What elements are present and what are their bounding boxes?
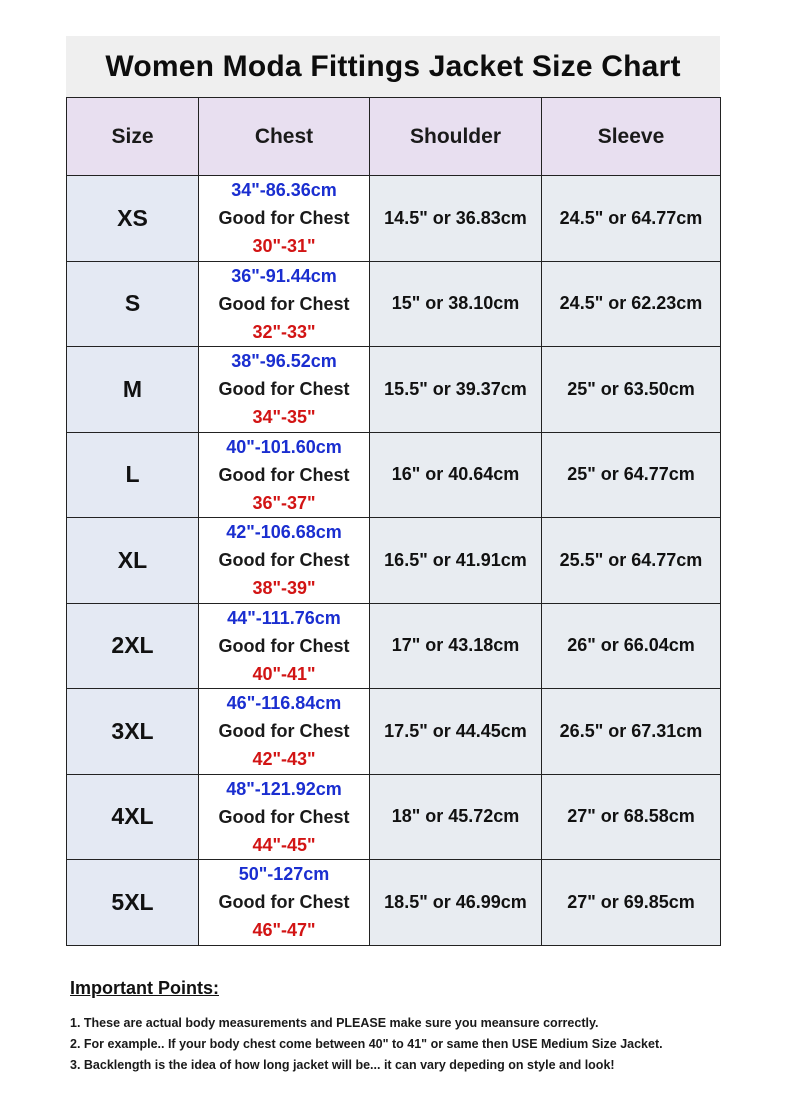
chest-good-for: Good for Chest xyxy=(218,464,350,485)
important-points xyxy=(70,978,760,1076)
chest-cell xyxy=(199,860,370,946)
chest-cell xyxy=(199,774,370,860)
chest-range: 40"-41" xyxy=(252,663,316,684)
header-size: Size xyxy=(67,98,199,176)
size-cell: M xyxy=(67,347,199,433)
sleeve-cell: 24.5" or 64.77cm xyxy=(542,176,721,262)
chest-cm: 34"-86.36cm xyxy=(231,180,337,201)
size-cell: 2XL xyxy=(67,603,199,689)
chest-cm: 38"-96.52cm xyxy=(231,351,337,372)
table-row xyxy=(67,176,721,262)
size-cell: 4XL xyxy=(67,774,199,860)
chest-cm: 42"-106.68cm xyxy=(226,522,342,543)
size-cell: L xyxy=(67,432,199,518)
chest-cell xyxy=(199,347,370,433)
note-item: 3. Backlength is the idea of how long jacket will be... it can vary depeding on style and look! xyxy=(70,1058,615,1072)
title-banner xyxy=(66,36,720,97)
header-row xyxy=(67,98,721,176)
table-row xyxy=(67,689,721,775)
chest-good-for: Good for Chest xyxy=(218,721,350,742)
chest-range: 34"-35" xyxy=(252,407,316,428)
table-row xyxy=(67,860,721,946)
notes-list xyxy=(70,1013,760,1076)
shoulder-cell: 18.5" or 46.99cm xyxy=(370,860,542,946)
sleeve-cell: 24.5" or 62.23cm xyxy=(542,261,721,347)
table-row xyxy=(67,518,721,604)
sleeve-cell: 27" or 68.58cm xyxy=(542,774,721,860)
shoulder-cell: 17.5" or 44.45cm xyxy=(370,689,542,775)
chest-good-for: Good for Chest xyxy=(218,379,350,400)
sleeve-cell: 26.5" or 67.31cm xyxy=(542,689,721,775)
chest-range: 36"-37" xyxy=(252,492,316,513)
header-chest: Chest xyxy=(199,98,370,176)
table-row xyxy=(67,347,721,433)
chest-cm: 48"-121.92cm xyxy=(226,778,342,799)
chest-good-for: Good for Chest xyxy=(218,550,350,571)
shoulder-cell: 17" or 43.18cm xyxy=(370,603,542,689)
chest-range: 32"-33" xyxy=(252,321,316,342)
shoulder-cell: 16" or 40.64cm xyxy=(370,432,542,518)
chest-cm: 44"-111.76cm xyxy=(227,607,341,628)
header-shoulder: Shoulder xyxy=(370,98,542,176)
shoulder-cell: 14.5" or 36.83cm xyxy=(370,176,542,262)
chest-cell xyxy=(199,689,370,775)
chest-cm: 40"-101.60cm xyxy=(226,436,342,457)
shoulder-cell: 18" or 45.72cm xyxy=(370,774,542,860)
sleeve-cell: 25.5" or 64.77cm xyxy=(542,518,721,604)
table-row xyxy=(67,261,721,347)
note-item: 2. For example.. If your body chest come between 40" to 41" or same then USE Medium Size Jacket. xyxy=(70,1037,663,1051)
chest-cell xyxy=(199,432,370,518)
chest-cm: 50"-127cm xyxy=(238,864,330,885)
chest-range: 38"-39" xyxy=(252,578,316,599)
size-cell: S xyxy=(67,261,199,347)
shoulder-cell: 16.5" or 41.91cm xyxy=(370,518,542,604)
chest-good-for: Good for Chest xyxy=(218,892,350,913)
chest-cell xyxy=(199,176,370,262)
chest-range: 44"-45" xyxy=(252,834,316,855)
chest-cell xyxy=(199,603,370,689)
chest-cm: 46"-116.84cm xyxy=(226,693,342,714)
chest-range: 46"-47" xyxy=(252,920,316,941)
header-sleeve: Sleeve xyxy=(542,98,721,176)
page-title: Women Moda Fittings Jacket Size Chart xyxy=(105,49,681,83)
table-row xyxy=(67,603,721,689)
size-cell: 5XL xyxy=(67,860,199,946)
shoulder-cell: 15" or 38.10cm xyxy=(370,261,542,347)
sleeve-cell: 26" or 66.04cm xyxy=(542,603,721,689)
note-item: 1. These are actual body measurements and PLEASE make sure you meansure correctly. xyxy=(70,1016,599,1030)
chest-good-for: Good for Chest xyxy=(218,635,350,656)
shoulder-cell: 15.5" or 39.37cm xyxy=(370,347,542,433)
chest-good-for: Good for Chest xyxy=(218,806,350,827)
size-cell: XS xyxy=(67,176,199,262)
chest-range: 30"-31" xyxy=(252,236,316,257)
table-row xyxy=(67,432,721,518)
chest-cell xyxy=(199,518,370,604)
chest-good-for: Good for Chest xyxy=(218,293,350,314)
size-cell: 3XL xyxy=(67,689,199,775)
chest-cell xyxy=(199,261,370,347)
chest-cm: 36"-91.44cm xyxy=(231,265,337,286)
size-chart-table xyxy=(66,97,721,946)
notes-heading: Important Points: xyxy=(70,978,219,998)
sleeve-cell: 25" or 64.77cm xyxy=(542,432,721,518)
chest-good-for: Good for Chest xyxy=(218,208,350,229)
size-cell: XL xyxy=(67,518,199,604)
sleeve-cell: 27" or 69.85cm xyxy=(542,860,721,946)
chest-range: 42"-43" xyxy=(252,749,316,770)
sleeve-cell: 25" or 63.50cm xyxy=(542,347,721,433)
table-row xyxy=(67,774,721,860)
